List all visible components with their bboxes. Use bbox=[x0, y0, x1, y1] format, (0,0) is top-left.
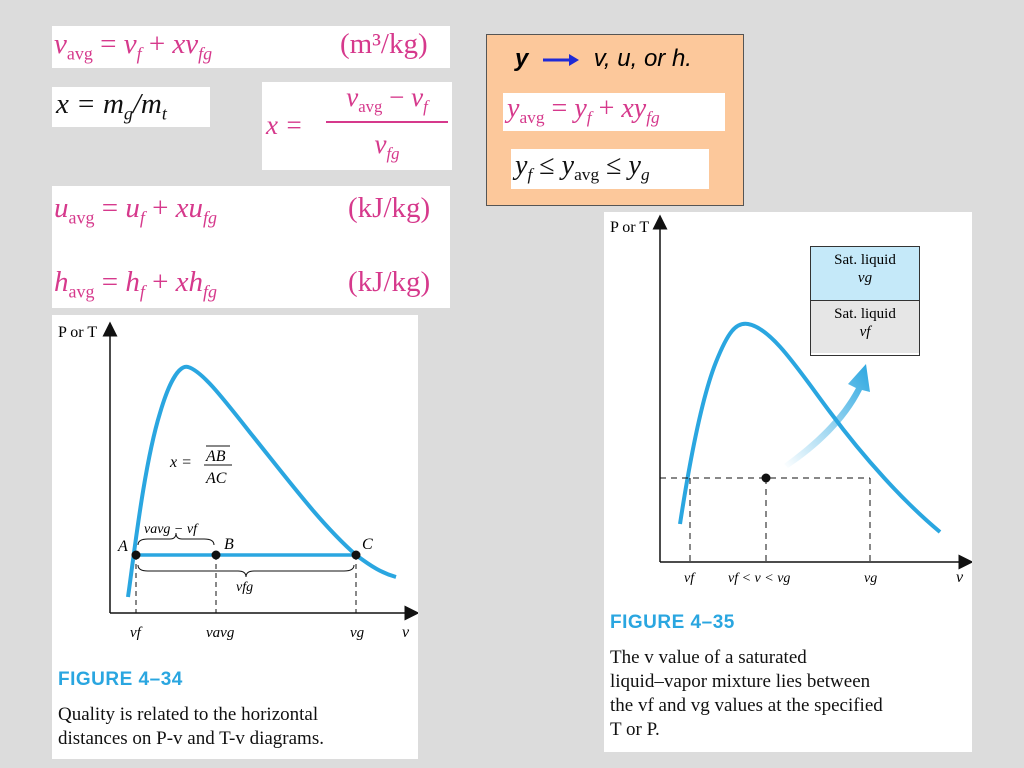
tick-range: vf < v < vg bbox=[728, 571, 791, 586]
general-property-box bbox=[486, 34, 744, 206]
mixture-point bbox=[762, 474, 771, 483]
equation-quality-mass: $x = m_g/m_t$ bbox=[52, 87, 210, 127]
property-list: v, u, or h. bbox=[593, 45, 692, 72]
x-axis-label: v bbox=[402, 624, 410, 641]
point-a bbox=[132, 551, 141, 560]
y-axis-label: P or T bbox=[610, 219, 650, 236]
state-box bbox=[810, 246, 920, 356]
x-axis-label: v bbox=[956, 569, 964, 586]
y-axis-label: P or T bbox=[58, 324, 98, 341]
state-box-bottom: Sat. liquid vf bbox=[811, 301, 919, 353]
equation-specific-volume: $v_{avg} = v_f + xv_{fg}$ (m³/kg) bbox=[52, 26, 450, 68]
label-c: C bbox=[362, 536, 373, 553]
segment-ab: AB bbox=[206, 448, 226, 465]
span-fg: vfg bbox=[236, 580, 254, 595]
pv-diagram-quality bbox=[52, 315, 418, 665]
equation-quality-volume: x = $v_{avg} - v_f$ $v_{fg}$ bbox=[262, 82, 452, 170]
quality-formula: x = bbox=[170, 454, 192, 471]
figure-4-34 bbox=[52, 315, 418, 759]
tick-vg: vg bbox=[350, 625, 365, 641]
figure-4-35 bbox=[604, 212, 972, 752]
tick-vf: vf bbox=[130, 625, 141, 641]
label-a: A bbox=[118, 538, 128, 555]
tick-vg: vg bbox=[864, 571, 878, 586]
state-box-top: Sat. liquid vg bbox=[811, 247, 919, 301]
figure-caption: The v value of a saturated liquid–vapor mixture lies between the vf and vg values at the specified T or P. bbox=[610, 647, 883, 740]
general-inequality: $y_f \le y_{avg} \le y_g$ bbox=[511, 149, 709, 189]
general-equation: $y_{avg} = y_f + xy_{fg}$ bbox=[503, 93, 725, 131]
unit-label: (m³/kg) bbox=[340, 28, 428, 60]
figure-title: FIGURE 4–34 bbox=[58, 669, 183, 690]
tick-vf: vf bbox=[684, 571, 695, 586]
figure-title: FIGURE 4–35 bbox=[610, 612, 735, 633]
point-b bbox=[212, 551, 221, 560]
saturation-dome bbox=[128, 367, 396, 597]
point-c bbox=[352, 551, 361, 560]
unit-label: (kJ/kg) bbox=[348, 192, 431, 224]
label-b: B bbox=[224, 536, 234, 553]
tick-vavg: vavg bbox=[206, 625, 235, 641]
segment-ac: AC bbox=[206, 470, 227, 487]
span-avg-f: vavg − vf bbox=[144, 522, 197, 537]
unit-label: (kJ/kg) bbox=[348, 266, 431, 298]
state-arrow-icon bbox=[784, 364, 870, 468]
figure-caption: Quality is related to the horizontal distances on P-v and T-v diagrams. bbox=[58, 704, 324, 749]
symbol-y: y bbox=[515, 45, 529, 72]
arrow-right-icon bbox=[541, 52, 581, 68]
equations-energy: $u_{avg} = u_f + xu_{fg}$ (kJ/kg) $h_{avg} = h_f + xh_{fg}$ (kJ/kg) bbox=[52, 186, 450, 308]
